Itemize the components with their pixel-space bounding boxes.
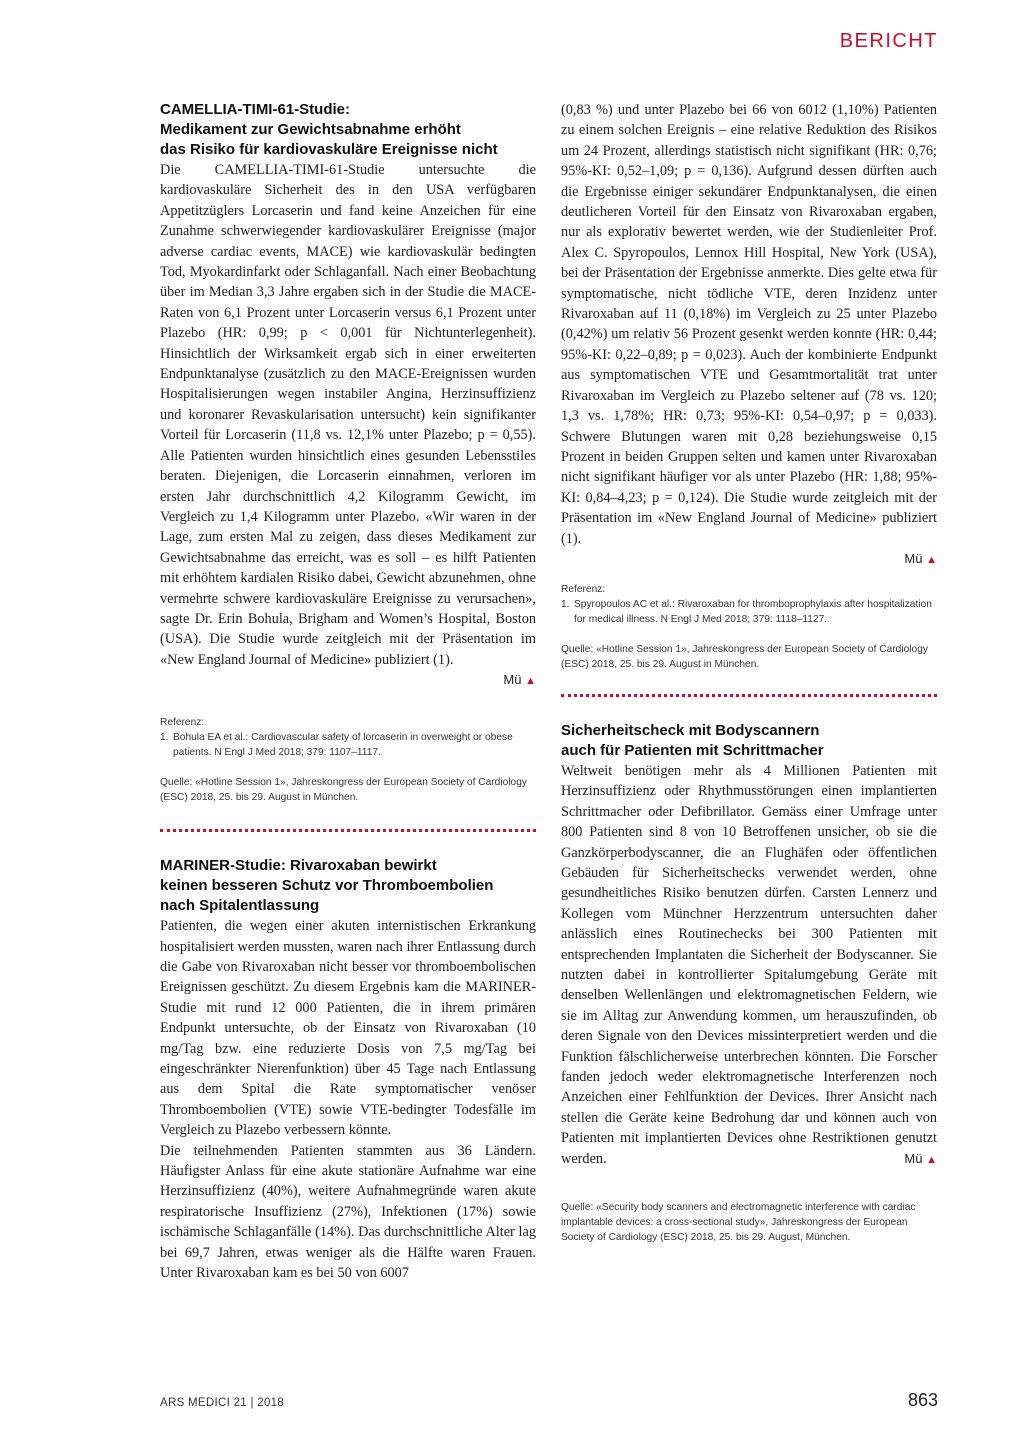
- paragraph: Die teilnehmenden Patienten stammten aus 36 Ländern. Häufigster Anlass für eine akute stationäre Aufnahme war eine Herzinsuffizienz (40%), weitere Aufnahmegründe waren akute respiratorische Insuffizienz (27%), Infektionen (17%) sowie ischämische Schlaganfälle (14%). Das durchschnittliche Alter lag bei 69,7 Jahren, etwas weniger als die Hälfte waren Frauen. Unter Rivaroxaban kam es bei 50 von 6007: [160, 1142, 536, 1282]
- reference-label: Referenz:: [160, 717, 205, 729]
- source-note: Quelle: «Security body scanners and electromagnetic interference with cardiac implantable devices: a cross-sectional study», Jahreskongress der European Society of Cardiology (ESC) 2018, 25. bis 29. August, München.: [561, 1202, 916, 1244]
- reference-text: Spyropoulos AC et al.: Rivaroxaban for thromboprophylaxis after hospitalization for medical illness. N Engl J Med 2018; 379: 1118–1127.: [574, 598, 932, 625]
- title-line: das Risiko für kardiovaskuläre Ereignisse nicht: [160, 141, 498, 158]
- title-line: Sicherheitscheck mit Bodyscannern: [561, 721, 820, 739]
- title-line: MARINER-Studie: Rivaroxaban bewirkt: [160, 857, 437, 875]
- paragraph: Weltweit benötigen mehr als 4 Millionen Patienten mit Herzinsuffizienz oder Rhythmusstörungen einen implantierten Schrittmacher oder Defibrillator. Gemäss einer Umfrage unter 800 Patienten sind 8 von 10 Betroffenen unsicher, ob sie die Ganzkörperbodyscanner, die an Flughäfen oder öffentlichen Gebäuden für Sicherheitschecks verwendet werden, ohne gesundheitliches Risiko benutzen dürfen. Carsten Lennerz und Kollegen vom Münchner Herzzentrum untersuchten daher anlässlich eines Routinechecks bei 300 Patienten mit entsprechenden Implantaten die Sicherheit der Bodyscanner. Sie nutzten dabei in kontrollierter Spitalumgebung Geräte mit denselben Wellenlängen und elektromagnetischen Feldern, wie sie im Alltag zur Anwendung kommen, um herauszufinden, ob deren Signale von den Devices missinterpretiert werden und die Funktion fälschlicherweise unterbrechen könnten. Die Forscher fanden jedoch weder elektromagnetische Interferenzen noch Anzeichen einer Fehlfunktion der Devices. Ihrer Ansicht nach stellen die Geräte keine Bedrohung dar und können auch von Patienten mit implantierten Devices ohne Restriktionen genutzt werden.: [561, 762, 937, 1167]
- left-column: [160, 100, 536, 1283]
- reference-block: [561, 582, 937, 627]
- author-initials: [561, 1149, 937, 1170]
- title-line: keinen besseren Schutz vor Thromboembolien: [160, 877, 494, 895]
- reference-label: Referenz:: [561, 583, 606, 595]
- reference-number: 1.: [561, 598, 570, 610]
- author-initials: [160, 670, 536, 691]
- article-title-camellia: [160, 100, 536, 160]
- author-name: Mü: [503, 672, 522, 688]
- reference-item: [561, 597, 937, 627]
- source-note: Quelle: «Hotline Session 1», Jahreskongress der European Society of Cardiology (ESC) 2018, 25. bis 29. August in München.: [160, 777, 527, 804]
- paragraph: Die CAMELLIA-TIMI-61-Studie untersuchte die kardiovaskuläre Sicherheit des in den USA verfügbaren Appetitzüglers Lorcaserin und fand keine Anzeichen für eine Zunahme schwerwiegender kardiovaskulärer Ereignisse (major adverse cardiac events, MACE) wie kardiovaskulär bedingten Tod, Myokardinfarkt oder Schlaganfall. Nach einer Beobachtung über im Median 3,3 Jahre ergaben sich in der Studie die MACE-Raten von 6,1 Prozent unter Lorcaserin versus 6,1 Prozent unter Plazebo (HR: 0,99; p < 0,001 für Nichtunterlegenheit). Hinsichtlich der Wirksamkeit ergab sich in einer erweiterten Endpunktanalyse (zusätzlich zu den MACE-Ereignissen wurden Hospitalisierungen wegen instabiler Angina, Herzinsuffizienz und koronarer Revaskularisation untersucht) kein signifikanter Vorteil für Lorcaserin (11,8 vs. 12,1% unter Plazebo; p = 0,55). Alle Patienten wurden hinsichtlich eines gesunden Lebensstiles beraten. Diejenigen, die Lorcaserin einnahmen, verloren im ersten Jahr durchschnittlich 4,2 Kilogramm Gewicht, im Vergleich zu 1,4 Kilogramm unter Plazebo. «Wir waren in der Lage, zum ersten Mal zu zeigen, dass dieses Medikament zur Gewichtsabnahme das erreicht, was es soll – es hilft Patienten mit erhöhtem kardialen Risiko dabei, Gewicht abzunehmen, ohne vermehrte schwere kardiovaskuläre Ereignisse zu verursachen», sagte Dr. Erin Bohula, Brigham and Women’s Hospital, Boston (USA). Die Studie wurde zeitgleich mit der Präsentation im «New England Journal of Medicine» publiziert (1).: [160, 162, 536, 668]
- article-body-mariner: [160, 916, 536, 1283]
- reference-text: Bohula EA et al.: Cardiovascular safety of lorcaserin in overweight or obese patients. N Engl J Med 2018; 379: 1107–1117.: [173, 732, 513, 759]
- author-name: Mü: [904, 550, 923, 566]
- title-line: CAMELLIA-TIMI-61-Studie:: [160, 101, 350, 118]
- source-note: Quelle: «Hotline Session 1», Jahreskongress der European Society of Cardiology (ESC) 2018, 25. bis 29. August in München.: [561, 643, 928, 670]
- article-title-bodyscanner: [561, 721, 937, 761]
- reference-item: [160, 730, 536, 760]
- reference-list: [160, 730, 536, 760]
- section-label: BERICHT: [839, 30, 938, 52]
- article-body-mariner-continued: [561, 100, 937, 549]
- triangle-icon: ▲: [926, 553, 937, 566]
- paragraph: (0,83 %) und unter Plazebo bei 66 von 6012 (1,10%) Patienten zu einem solchen Ereignis – eine relative Reduktion des Risikos um 24 Prozent, allerdings statistisch nicht signifikant (HR: 0,76; 95%-KI: 0,52–1,09; p = 0,136). Aufgrund dessen dürften auch die Ergebnisse einiger sekundärer Endpunktanalysen, die einen deutlicheren Vorteil für den Einsatz von Rivaroxaban ergaben, nur als explorativ bewertet werden, wie der Studienleiter Prof. Alex C. Spyropoulos, Lennox Hill Hospital, New York (USA), bei der Präsentation der Ergebnisse anmerkte. Dies gelte etwa für symptomatische, nicht tödliche VTE, deren Inzidenz unter Rivaroxaban auf 11 (0,18%) im Vergleich zu 25 unter Plazebo (0,42%) um relativ 56 Prozent gesenkt werden konnte (HR: 0,44; 95%-KI: 0,22–0,89; p = 0,023). Auch der kombinierte Endpunkt aus symptomatischen VTE und Gesamtmortalität trat unter Rivaroxaban im Vergleich zu Plazebo seltener auf (78 vs. 120; 1,3 vs. 1,78%; HR: 0,73; 95%-KI: 0,54–0,97; p = 0,033). Schwere Blutungen waren mit 0,28 beziehungsweise 0,15 Prozent in beiden Gruppen selten und kamen unter Rivaroxaban nicht signifikant häufiger vor als unter Plazebo (HR: 1,88; 95%-KI: 0,84–4,23; p = 0,124). Die Studie wurde zeitgleich mit der Präsentation im «New England Journal of Medicine» publiziert (1).: [561, 102, 937, 547]
- title-line: nach Spitalentlassung: [160, 897, 320, 915]
- title-line: Medikament zur Gewichtsabnahme erhöht: [160, 121, 461, 138]
- title-line: auch für Patienten mit Schrittmacher: [561, 741, 824, 759]
- author-initials: [561, 549, 937, 570]
- triangle-icon: ▲: [525, 675, 536, 688]
- reference-block: [160, 715, 536, 760]
- author-name: Mü: [904, 1151, 923, 1167]
- right-column: [561, 100, 937, 1245]
- section-divider: [561, 694, 937, 697]
- triangle-icon: ▲: [926, 1154, 937, 1167]
- section-divider: [160, 829, 536, 832]
- page-number: 863: [907, 1390, 938, 1410]
- reference-list: [561, 597, 937, 627]
- article-body-bodyscanner: [561, 761, 937, 1169]
- article-body-camellia: [160, 160, 536, 670]
- reference-number: 1.: [160, 732, 169, 744]
- journal-issue: ARS MEDICI 21 | 2018: [160, 1397, 285, 1409]
- paragraph: Patienten, die wegen einer akuten internistischen Erkrankung hospitalisiert werden mussten, waren nach ihrer Entlassung durch die Gabe von Rivaroxaban nicht besser vor thromboembolischen Ereignissen geschützt. Zu diesem Ergebnis kam die MARINER-Studie mit rund 12 000 Patienten, die in ihrem primären Endpunkt untersuchte, ob der Einsatz von Rivaroxaban (10 mg/Tag bzw. eine reduzierte Dosis von 7,5 mg/Tag bei eingeschränkter Nierenfunktion) über 45 Tage nach Entlassung aus dem Spital die Rate symptomatischer venöser Thromboembolien (VTE) sowie VTE-bedingter Todesfälle im Vergleich zu Plazebo verbessern könnte.: [160, 918, 536, 1139]
- article-title-mariner: [160, 856, 536, 916]
